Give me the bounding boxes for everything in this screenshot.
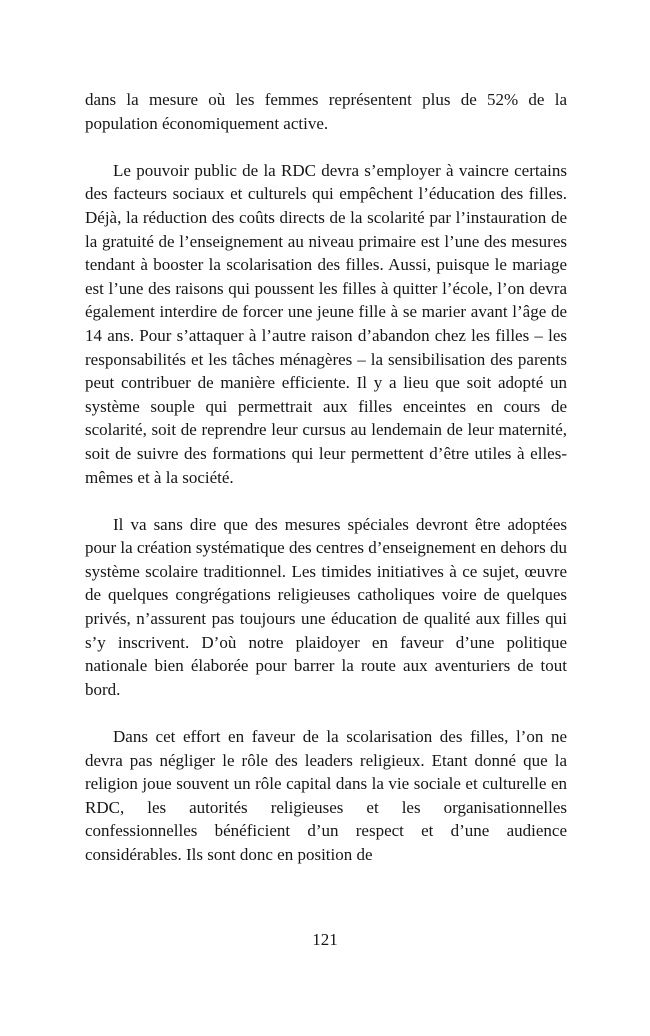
page-number: 121 bbox=[312, 930, 338, 949]
body-text bbox=[85, 88, 567, 867]
paragraph: dans la mesure où les femmes représentent plus de 52% de la population économiquement active. bbox=[85, 90, 567, 133]
paragraph: Le pouvoir public de la RDC devra s’employer à vaincre certains des facteurs sociaux et culturels qui empêchent l’éducation des filles. Déjà, la réduction des coûts directs de la scolarité par l’instauration de la gratuité de l’enseignement au niveau primaire est l’une des mesures tendant à booster la scolarisation des filles. Aussi, puisque le mariage est l’une des raisons qui poussent les filles à quitter l’école, l’on devra également interdire de forcer une jeune fille à se marier avant l’âge de 14 ans. Pour s’attaquer à l’autre raison d’abandon chez les filles – les responsabilités et les tâches ménagères – la sensibilisation des parents peut contribuer de manière efficiente. Il y a lieu que soit adopté un système souple qui permettrait aux filles enceintes en cours de scolarité, soit de reprendre leur cursus au lendemain de leur maternité, soit de suivre des formations qui leur permettent d’être utiles à elles-mêmes et à la société. bbox=[85, 160, 567, 487]
paragraph: Il va sans dire que des mesures spéciales devront être adoptées pour la création systématique des centres d’enseignement en dehors du système scolaire traditionnel. Les timides initiatives à ce sujet, œuvre de quelques congrégations religieuses catholiques voire de quelques privés, n’assurent pas toujours une éducation de qualité aux filles qui s’y inscrivent. D’où notre plaidoyer en faveur d’une politique nationale bien élaborée pour barrer la route aux aventuriers de tout bord. bbox=[85, 514, 567, 699]
paragraph: Dans cet effort en faveur de la scolarisation des filles, l’on ne devra pas négliger le rôle des leaders religieux. Etant donné que la religion joue souvent un rôle capital dans la vie sociale et culturelle en RDC, les autorités religieuses et les organisationnelles confessionnelles bénéficient d’un respect et d’une audience considérables. Ils sont donc en position de bbox=[85, 727, 567, 864]
